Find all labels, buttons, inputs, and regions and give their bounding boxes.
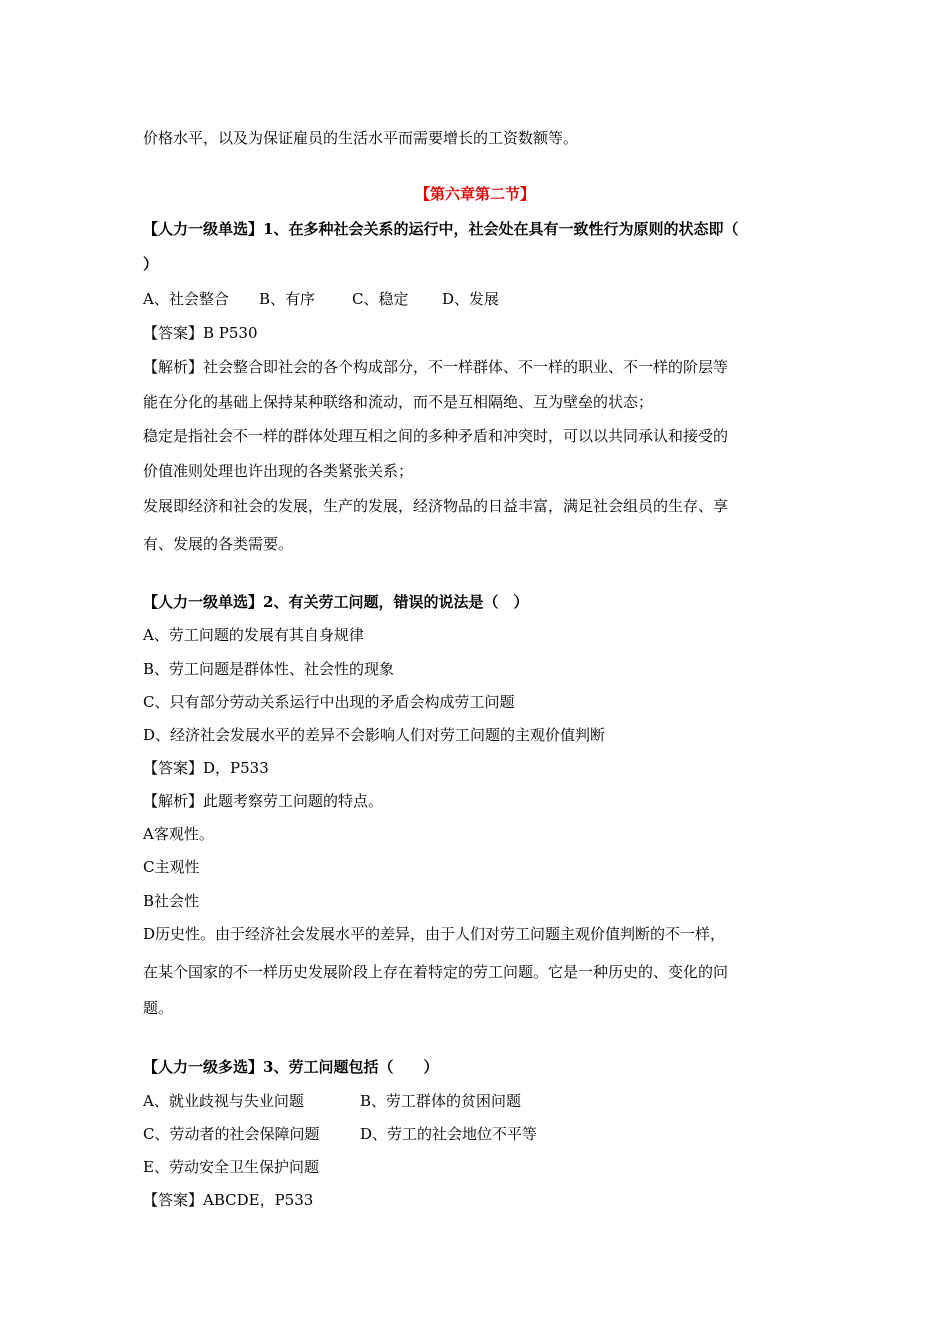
- q2-analysis-line: 在某个国家的不一样历史发展阶段上存在着特定的劳工问题。它是一种历史的、变化的问: [143, 963, 729, 981]
- q2-option-d: D、经济社会发展水平的差异不会影响人们对劳工问题的主观价值判断: [143, 726, 606, 744]
- section-title: 【第六章第二节】: [414, 185, 535, 203]
- q3-option-c: C、劳动者的社会保障问题: [143, 1125, 320, 1143]
- q1-analysis-line: 有、发展的各类需要。: [143, 535, 294, 553]
- q1-analysis-line: 能在分化的基础上保持某种联络和流动，而不是互相隔绝、互为壁垒的状态；: [143, 393, 654, 411]
- q3-options-row2: [143, 1124, 537, 1144]
- q3-options-row1: [143, 1091, 521, 1111]
- q1-option-b: B、有序: [259, 290, 316, 308]
- q1-answer: 【答案】B P530: [143, 324, 258, 342]
- q2-analysis-line: D历史性。由于经济社会发展水平的差异，由于人们对劳工问题主观价值判断的不一样，: [143, 925, 726, 943]
- q2-analysis-line: 题。: [143, 999, 174, 1017]
- q2-analysis-line: A客观性。: [143, 825, 214, 843]
- q1-analysis-line: 【解析】社会整合即社会的各个构成部分，不一样群体、不一样的职业、不一样的阶层等: [143, 358, 729, 376]
- q1-option-d: D、发展: [442, 290, 500, 308]
- q2-answer: 【答案】D，P533: [143, 759, 269, 777]
- q1-question-line1: 【人力一级单选】1、在多种社会关系的运行中，社会处在具有一致性行为原则的状态即（: [143, 220, 739, 238]
- q2-analysis-line: 【解析】此题考察劳工问题的特点。: [143, 792, 384, 810]
- q1-question-line2: ）: [143, 255, 159, 273]
- q2-analysis-line: C主观性: [143, 858, 200, 876]
- q1-option-a: A、社会整合: [143, 290, 229, 308]
- q3-option-b: B、劳工群体的贫困问题: [360, 1092, 522, 1110]
- q3-option-a: A、就业歧视与失业问题: [143, 1092, 304, 1110]
- q2-option-c: C、只有部分劳动关系运行中出现的矛盾会构成劳工问题: [143, 693, 515, 711]
- q3-question: 【人力一级多选】3、劳工问题包括（ ）: [143, 1058, 439, 1076]
- q1-analysis-line: 稳定是指社会不一样的群体处理互相之间的多种矛盾和冲突时，可以以共同承认和接受的: [143, 427, 729, 445]
- q1-analysis-line: 发展即经济和社会的发展，生产的发展，经济物品的日益丰富，满足社会组员的生存、享: [143, 497, 729, 515]
- q1-option-c: C、稳定: [352, 290, 409, 308]
- q3-answer: 【答案】ABCDE，P533: [143, 1191, 314, 1209]
- q2-analysis-line: B社会性: [143, 892, 200, 910]
- q1-analysis-line: 价值准则处理也许出现的各类紧张关系；: [143, 462, 414, 480]
- q1-options: [143, 289, 499, 309]
- q3-option-e: E、劳动安全卫生保护问题: [143, 1158, 319, 1176]
- q2-option-b: B、劳工问题是群体性、社会性的现象: [143, 660, 395, 678]
- q3-option-d: D、劳工的社会地位不平等: [360, 1125, 538, 1143]
- q2-question: 【人力一级单选】2、有关劳工问题，错误的说法是（ ）: [143, 593, 529, 611]
- intro-text: 价格水平，以及为保证雇员的生活水平而需要增长的工资数额等。: [143, 129, 579, 147]
- q2-option-a: A、劳工问题的发展有其自身规律: [143, 626, 364, 644]
